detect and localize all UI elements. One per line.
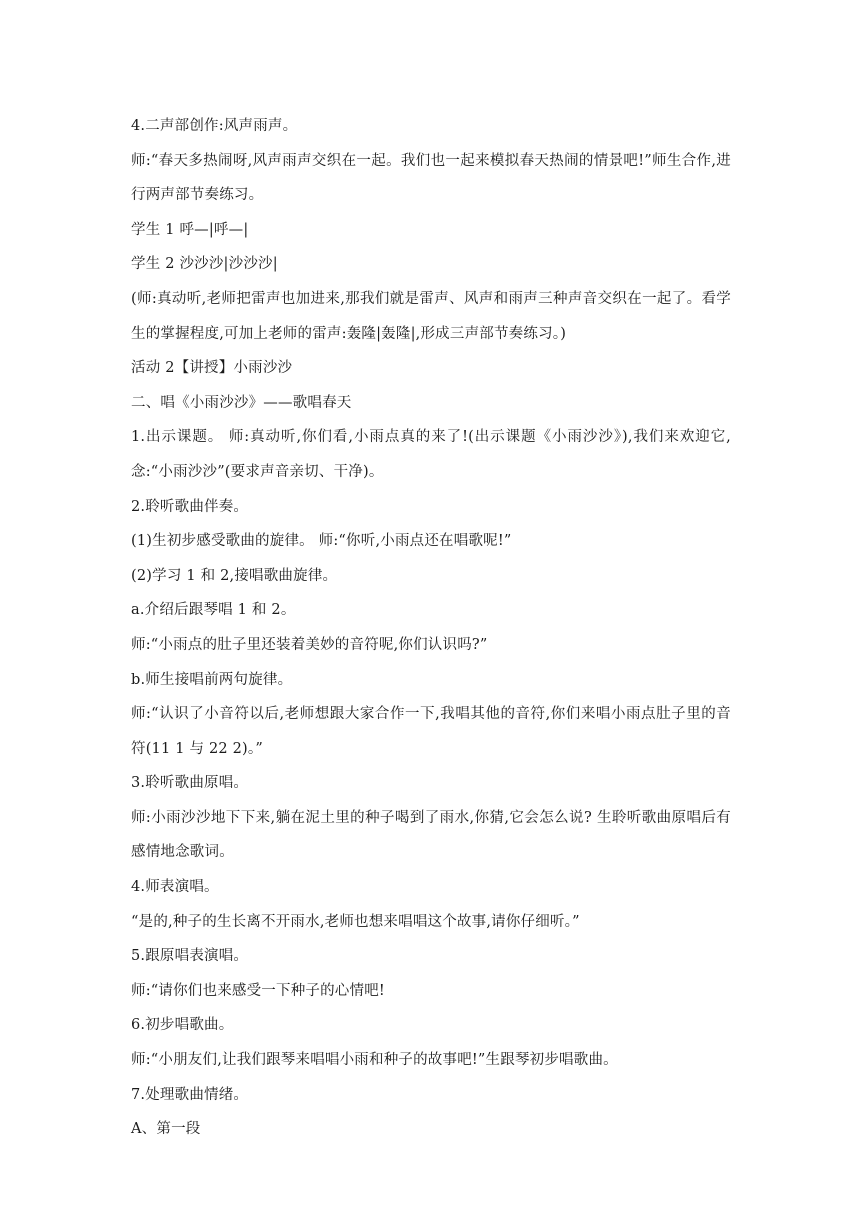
paragraph: (1)生初步感受歌曲的旋律。 师:“你听,小雨点还在唱歌呢!” xyxy=(131,533,512,550)
paragraph: a.介绍后跟琴唱 1 和 2。 xyxy=(131,602,296,619)
paragraph: 师:“小朋友们,让我们跟琴来唱唱小雨和种子的故事吧!”生跟琴初步唱歌曲。 xyxy=(131,1052,618,1069)
paragraph: 师:小雨沙沙地下下来,躺在泥土里的种子喝到了雨水,你猜,它会怎么说? 生聆听歌曲原唱后有感情地念歌词。 xyxy=(131,809,731,861)
paragraph: 学生 1 呼—|呼—| xyxy=(131,221,249,238)
paragraph: 1.出示课题。 师:真动听,你们看,小雨点真的来了!(出示课题《小雨沙沙》),我们来欢迎它,念:“小雨沙沙”(要求声音亲切、干净)。 xyxy=(131,429,731,480)
paragraph: 3.聆听歌曲原唱。 xyxy=(131,775,249,792)
paragraph: 师:“认识了小音符以后,老师想跟大家合作一下,我唱其他的音符,你们来唱小雨点肚子里的音符(11 1 与 22 2)。” xyxy=(131,706,731,757)
document-body xyxy=(131,109,731,1147)
paragraph: “是的,种子的生长离不开雨水,老师也想来唱唱这个故事,请你仔细听。” xyxy=(131,913,580,930)
paragraph: 学生 2 沙沙沙|沙沙沙| xyxy=(131,256,278,273)
paragraph: 5.跟原唱表演唱。 xyxy=(131,948,249,965)
paragraph: 4.师表演唱。 xyxy=(131,879,219,896)
paragraph: 7.处理歌曲情绪。 xyxy=(131,1086,249,1103)
paragraph: 二、唱《小雨沙沙》——歌唱春天 xyxy=(131,394,352,411)
paragraph: 4.二声部创作:风声雨声。 xyxy=(131,118,298,134)
paragraph: 师:“春天多热闹呀,风声雨声交织在一起。我们也一起来模拟春天热闹的情景吧!”师生合作,进行两声部节奏练习。 xyxy=(131,152,731,204)
paragraph: 2.聆听歌曲伴奏。 xyxy=(131,498,249,515)
paragraph: (师:真动听,老师把雷声也加进来,那我们就是雷声、风声和雨声三种声音交织在一起了。看学生的掌握程度,可加上老师的雷声:轰隆|轰隆|,形成三声部节奏练习。) xyxy=(131,290,731,342)
paragraph: 师:“小雨点的肚子里还装着美妙的音符呢,你们认识吗?” xyxy=(131,636,488,653)
paragraph: 6.初步唱歌曲。 xyxy=(131,1017,234,1034)
paragraph: (2)学习 1 和 2,接唱歌曲旋律。 xyxy=(131,567,338,584)
paragraph: 师:“请你们也来感受一下种子的心情吧! xyxy=(131,982,385,999)
paragraph: 活动 2【讲授】小雨沙沙 xyxy=(131,360,293,377)
paragraph: A、第一段 xyxy=(131,1121,201,1138)
paragraph: b.师生接唱前两句旋律。 xyxy=(131,671,293,688)
